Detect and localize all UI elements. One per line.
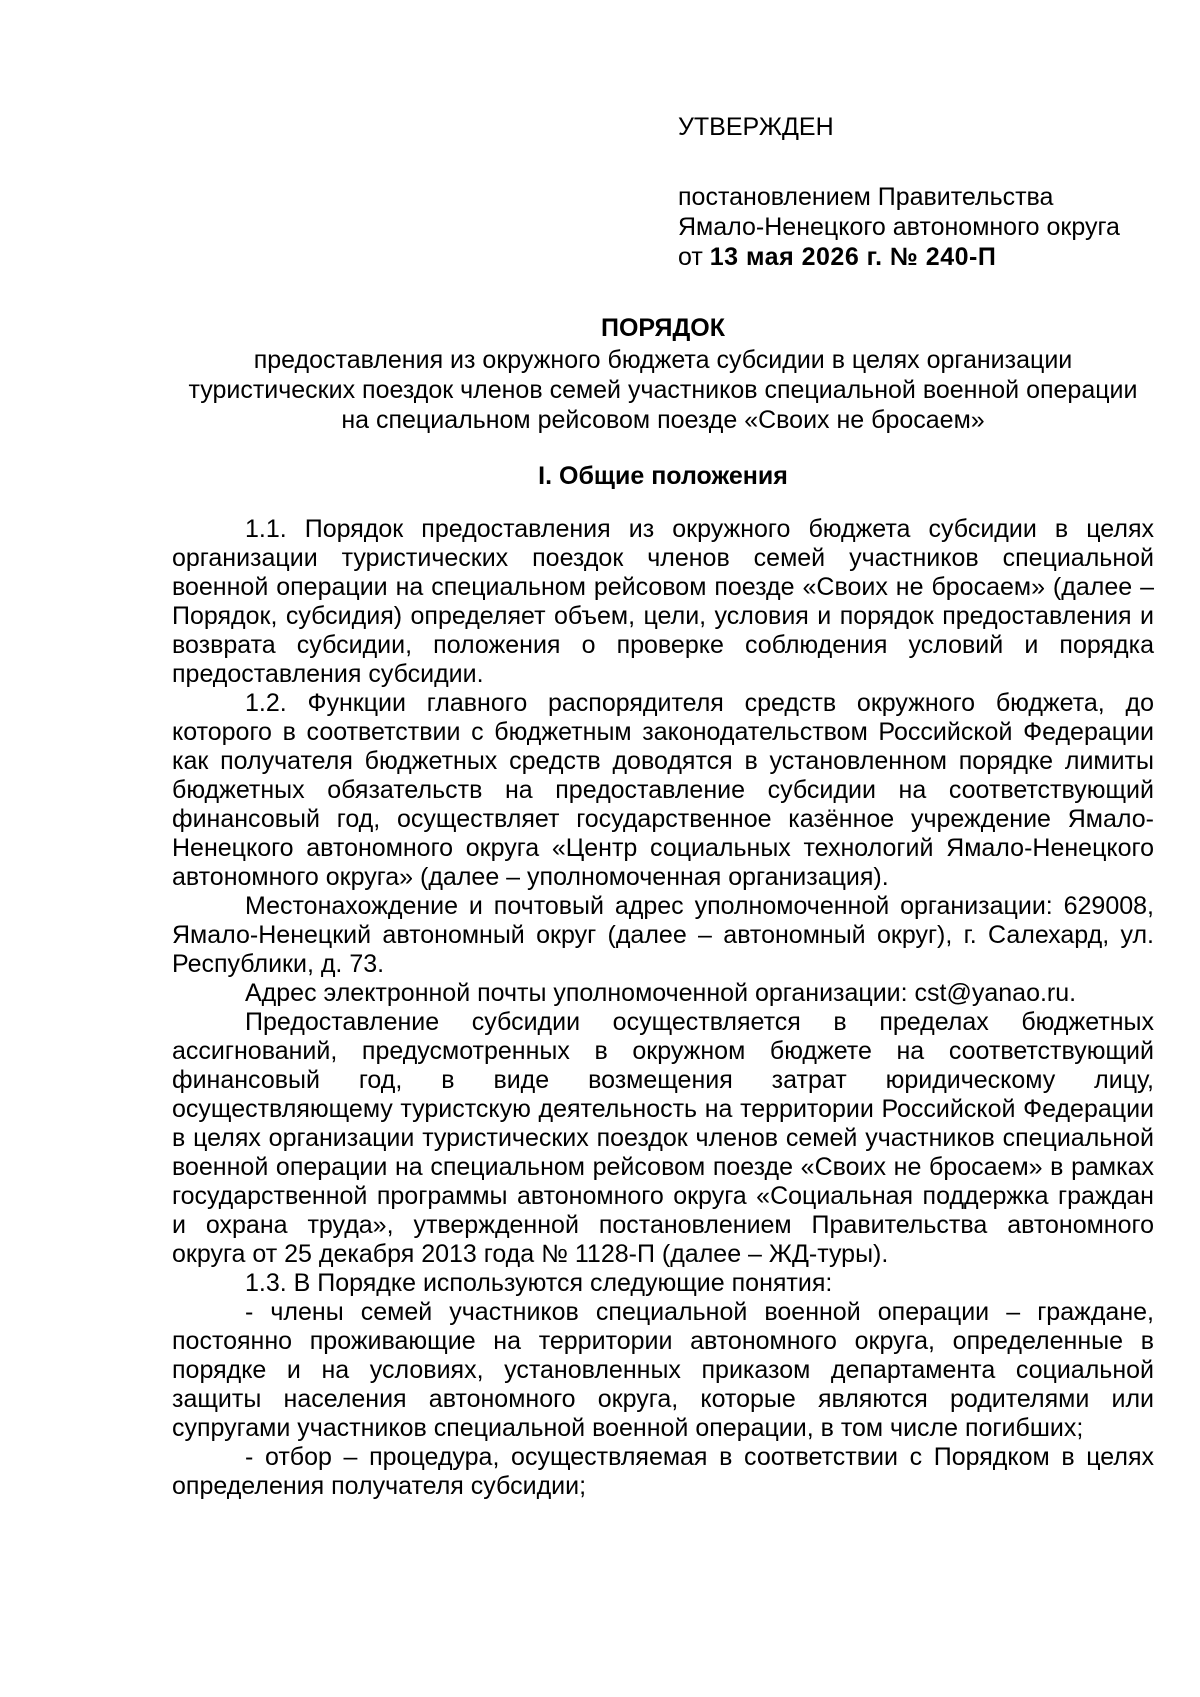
approval-date-line — [678, 242, 1158, 272]
document-title-block — [172, 313, 1154, 435]
paragraph: - отбор – процедура, осуществляемая в соответствии с Порядком в целях определения получателя субсидии; — [172, 1443, 1154, 1500]
section-heading: I. Общие положения — [538, 462, 788, 490]
paragraph: 1.3. В Порядке используются следующие понятия: — [245, 1269, 833, 1297]
approval-block — [678, 112, 1158, 272]
paragraph: Предоставление субсидии осуществляется в пределах бюджетных ассигнований, предусмотренных в окружном бюджете на соответствующий финансовый год, в виде возмещения затрат юридическому лицу, осуществляющему туристскую деятельность на территории Российской Федерации в целях организации туристических поездок членов семей участников специальной военной операции на специальном рейсовом поезде «Своих не бросаем» в рамках государственной программы автономного округа «Социальная поддержка граждан и охрана труда», утвержденной постановлением Правительства автономного округа от 25 декабря 2013 года № 1128-П (далее – ЖД-туры). — [172, 1008, 1154, 1268]
approval-date-number: 13 мая 2026 г. № 240-П — [709, 243, 997, 271]
approval-line: постановлением Правительства — [678, 183, 1054, 211]
approval-line: Ямало-Ненецкого автономного округа — [678, 213, 1120, 241]
approval-stamp: УТВЕРЖДЕН — [678, 113, 834, 141]
paragraph: 1.1. Порядок предоставления из окружного бюджета субсидии в целях организации туристических поездок членов семей участников специальной военной операции на специальном рейсовом поезде «Своих не бросаем» (далее – Порядок, субсидия) определяет объем, цели, условия и порядок предоставления и возврата субсидии, положения о проверке соблюдения условий и порядка предоставления субсидии. — [172, 515, 1154, 688]
document-title: ПОРЯДОК — [601, 314, 725, 342]
paragraph: - члены семей участников специальной военной операции – граждане, постоянно проживающие на территории автономного округа, определенные в порядке и на условиях, установленных приказом департамента социальной защиты населения автономного округа, которые являются родителями или супругами участников специальной военной операции, в том числе погибших; — [172, 1298, 1154, 1442]
paragraph: 1.2. Функции главного распорядителя средств окружного бюджета, до которого в соответствии с бюджетным законодательством Российской Федерации как получателя бюджетных средств доводятся в установленном порядке лимиты бюджетных обязательств на предоставление субсидии на соответствующий финансовый год, осуществляет государственное казённое учреждение Ямало-Ненецкого автономного округа «Центр социальных технологий Ямало-Ненецкого автономного округа» (далее – уполномоченная организация). — [172, 689, 1154, 891]
document-subtitle: предоставления из окружного бюджета субсидии в целях организации туристических поездок членов семей участников специальной военной операции на специальном рейсовом поезде «Своих не бросаем» — [188, 346, 1138, 434]
document-body — [172, 515, 1154, 1501]
approval-date-prefix: от — [678, 243, 710, 271]
paragraph: Адрес электронной почты уполномоченной организации: cst@yanao.ru. — [245, 979, 1077, 1007]
paragraph: Местонахождение и почтовый адрес уполномоченной организации: 629008, Ямало-Ненецкий автономный округ (далее – автономный округ), г. Салехард, ул. Республики, д. 73. — [172, 892, 1154, 978]
